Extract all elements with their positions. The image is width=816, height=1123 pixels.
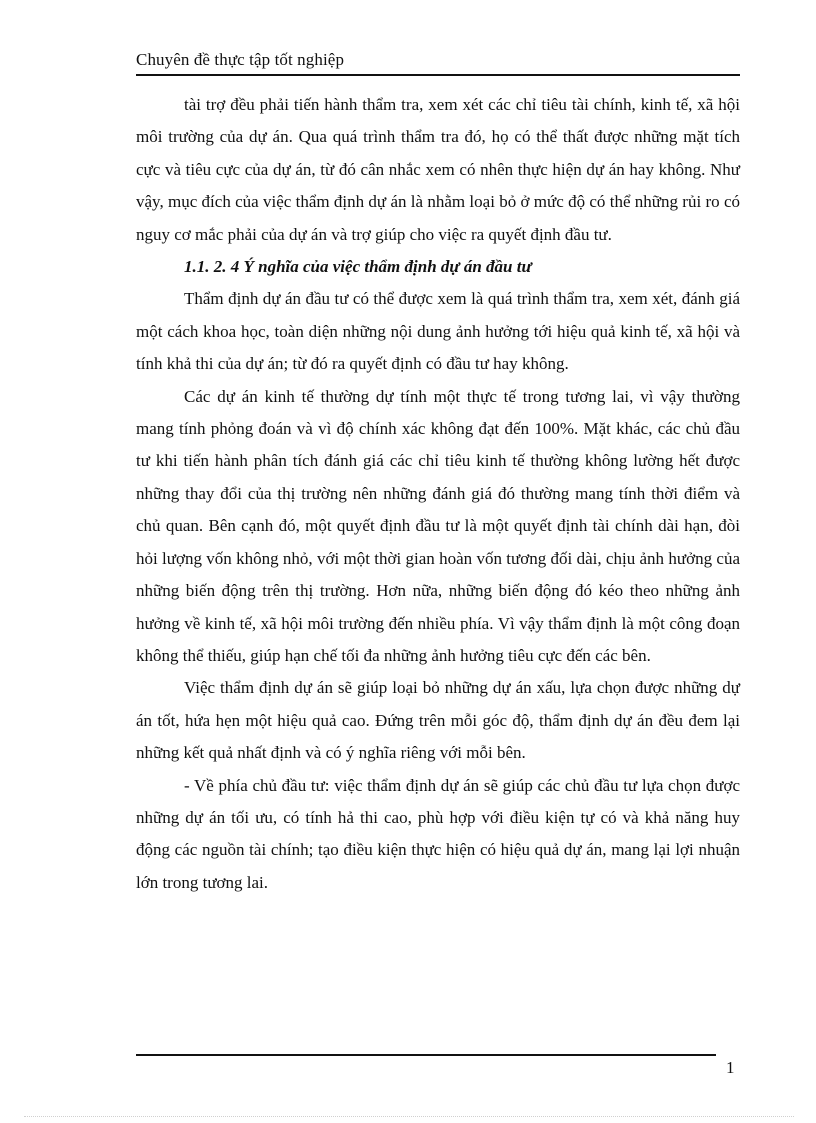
page-body [136, 89, 740, 899]
page-header [136, 48, 740, 76]
paragraph-4: Việc thẩm định dự án sẽ giúp loại bỏ những dự án xấu, lựa chọn được những dự án tốt, hứa hẹn một hiệu quả cao. Đứng trên mỗi góc độ, thẩm định dự án đều đem lại những kết quả nhất định và có ý nghĩa riêng với mỗi bên. [136, 678, 740, 763]
paragraph-2: Thẩm định dự án đầu tư có thể được xem là quá trình thẩm tra, xem xét, đánh giá một cách khoa học, toàn diện những nội dung ảnh hưởng tới hiệu quả kinh tế, xã hội và tính khả thi của dự án; từ đó ra quyết định có đầu tư hay không. [136, 289, 740, 374]
page-boundary-dotted-line [24, 1116, 794, 1117]
header-title: Chuyên đề thực tập tốt nghiệp [136, 50, 345, 69]
paragraph-1: tài trợ đều phải tiến hành thẩm tra, xem xét các chỉ tiêu tài chính, kinh tế, xã hội môi trường của dự án. Qua quá trình thẩm tra đó, họ có thể thất được những mặt tích cực và tiêu cực của dự án, từ đó cân nhắc xem có nhên thực hiện dự án hay không. Như vậy, mục đích của việc thẩm định dự án là nhằm loại bỏ ở mức độ có thể những rủi ro có nguy cơ mắc phải của dự án và trợ giúp cho việc ra quyết định đầu tư. [136, 95, 740, 244]
paragraph-5: - Về phía chủ đầu tư: việc thẩm định dự án sẽ giúp các chủ đầu tư lựa chọn được những dự án tối ưu, có tính hả thi cao, phù hợp với điều kiện tự có và khả năng huy động các nguồn tài chính; tạo điều kiện thực hiện có hiệu quả dự án, mang lại lợi nhuận lớn trong tương lai. [136, 775, 740, 892]
paragraph-3: Các dự án kinh tế thường dự tính một thực tế trong tương lai, vì vậy thường mang tính phỏng đoán và vì độ chính xác không đạt đến 100%. Mặt khác, các chủ đầu tư khi tiến hành phân tích đánh giá các chỉ tiêu kinh tế thường không lường hết được những thay đổi của thị trường nên những đánh giá đó thường mang tính thời điểm và chủ quan. Bên cạnh đó, một quyết định đầu tư là một quyết định tài chính dài hạn, đòi hỏi lượng vốn không nhỏ, với một thời gian hoàn vốn tương đối dài, chịu ảnh hưởng của những biến động trên thị trường. Hơn nữa, những biến động đó kéo theo những ảnh hưởng về kinh tế, xã hội môi trường đến nhiều phía. Vì vậy thẩm định là một công đoạn không thể thiếu, giúp hạn chế tối đa những ảnh hưởng tiêu cực đến các bên. [136, 386, 740, 665]
section-heading: 1.1. 2. 4 Ý nghĩa của việc thẩm định dự án đầu tư [184, 257, 532, 277]
page-number: 1 [726, 1058, 735, 1077]
footer-rule [136, 1054, 716, 1056]
